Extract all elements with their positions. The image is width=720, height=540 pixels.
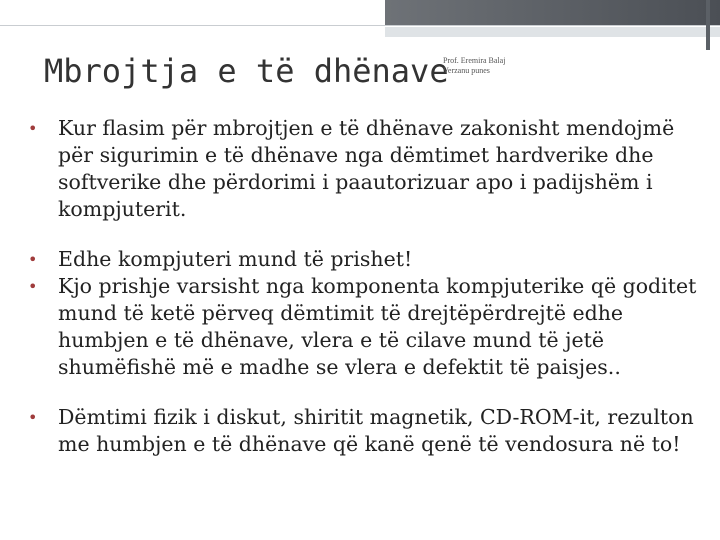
- bullet-text: Dëmtimi fizik i diskut, shiritit magnetik, CD-ROM-it, rezulton me humbjen e të dhënave që kanë qenë të vendosura në to!: [58, 405, 694, 456]
- header-accent-bar: [385, 0, 720, 25]
- right-accent-rule: [706, 0, 710, 50]
- bullet-text: Edhe kompjuteri mund të prishet!: [58, 247, 413, 271]
- bullet-item: [24, 246, 710, 273]
- bullet-marker: •: [28, 277, 38, 296]
- spacer: [24, 381, 710, 404]
- slide-title: Mbrojtja e të dhënave: [44, 52, 449, 90]
- bullet-text: Kur flasim për mbrojtjen e të dhënave zakonisht mendojmë për sigurimin e të dhënave nga dëmtimet hardverike dhe softverike dhe përdorimi i paautorizuar apo i padijshëm i kompjuterit.: [58, 116, 675, 221]
- author-note: [443, 56, 505, 76]
- bullet-item: [24, 404, 710, 458]
- bullet-item: [24, 273, 710, 381]
- bullet-marker: •: [28, 119, 38, 138]
- bullet-item: [24, 115, 710, 223]
- bullet-marker: •: [28, 250, 38, 269]
- header-divider: [0, 25, 720, 26]
- bullet-text: Kjo prishje varsisht nga komponenta kompjuterike që goditet mund të ketë përveq dëmtimit të drejtëpërdrejtë edhe humbjen e të dhënave, vlera e të cilave mund të jetë shumëfishë më e madhe se vlera e defektit të paisjes..: [58, 274, 697, 379]
- author-line-2: Verzanu punes: [443, 66, 490, 75]
- author-line-1: Prof. Eremira Balaj: [443, 56, 506, 65]
- spacer: [24, 223, 710, 246]
- bullet-list: [24, 115, 710, 458]
- bullet-marker: •: [28, 408, 38, 427]
- header-accent-stripe: [385, 27, 720, 37]
